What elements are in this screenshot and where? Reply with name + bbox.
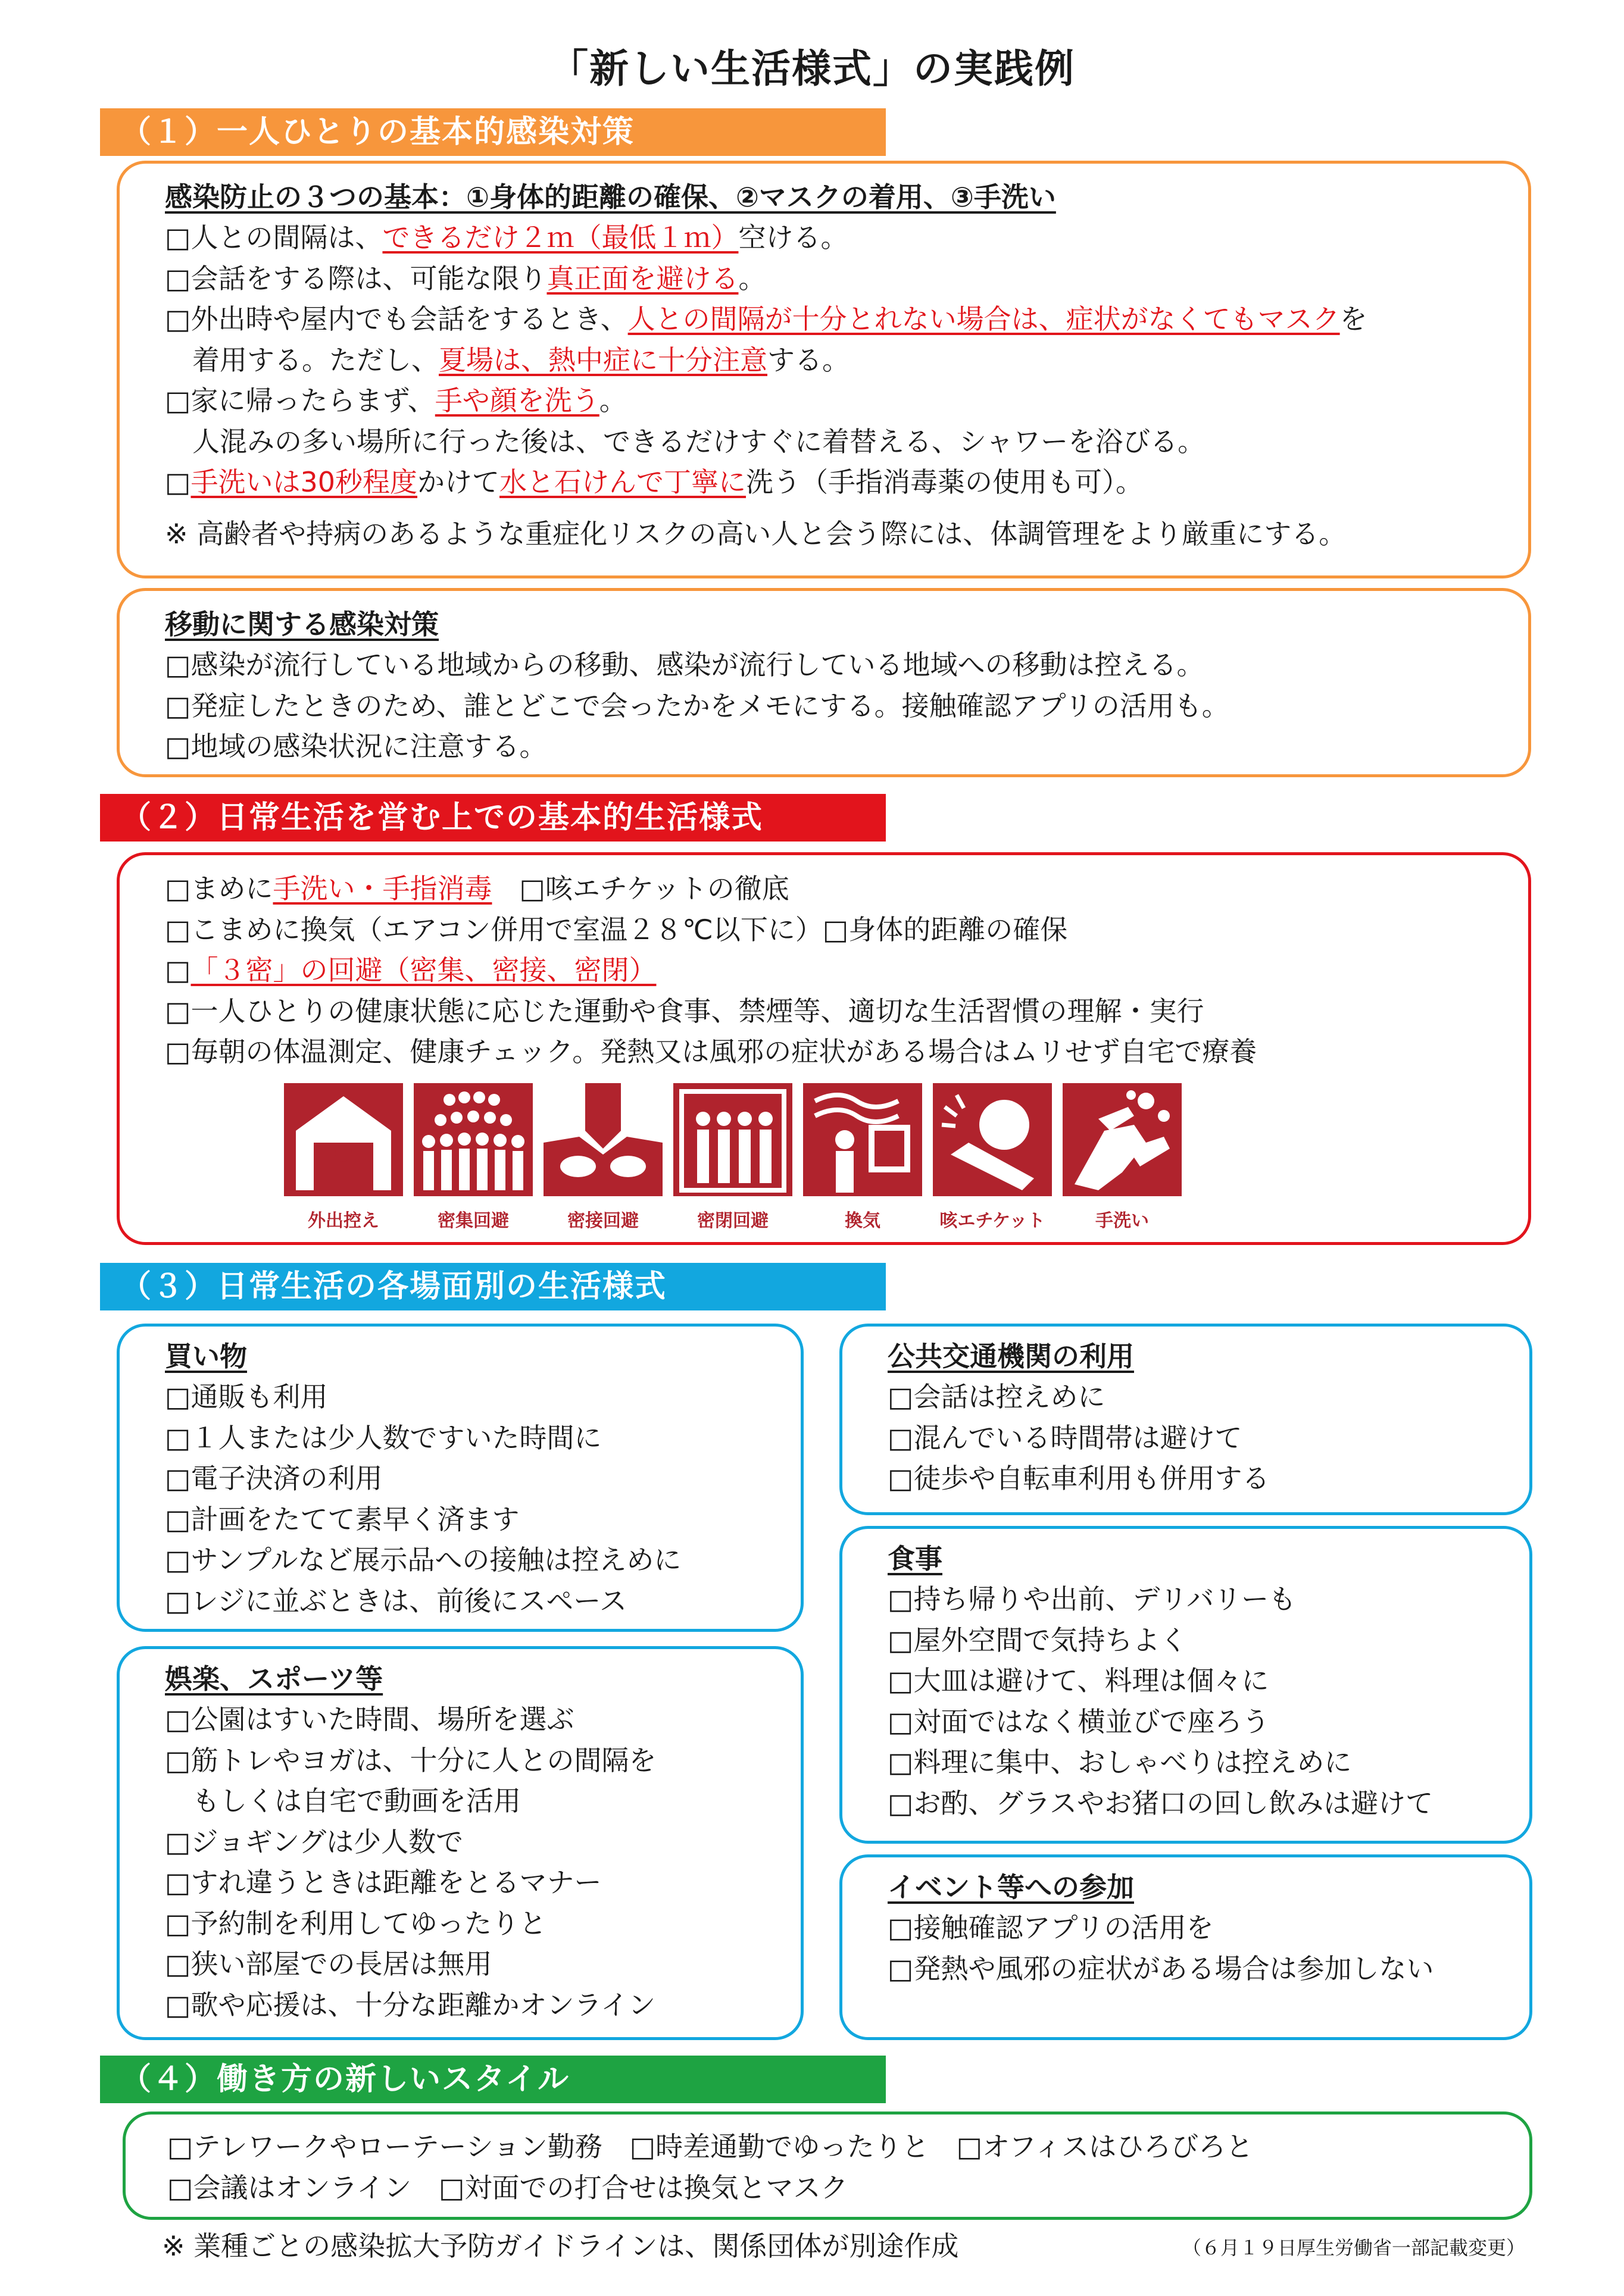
daily-item-ventilation: □こまめに換気（エアコン併用で室温２８℃以下に）□身体的距離の確保	[165, 913, 1068, 946]
pictogram-label: 密集回避	[438, 1210, 509, 1231]
basic-item-distance: □人との間隔は、できるだけ２ｍ（最低１ｍ）空ける。	[165, 221, 848, 254]
basic-measures-title: 感染防止の３つの基本：①身体的距離の確保、②マスクの着用、③手洗い	[165, 181, 1056, 213]
basic-item-mask-cont: 着用する。ただし、夏場は、熱中症に十分注意する。	[192, 343, 850, 376]
travel-item: □地域の感染状況に注意する。	[165, 730, 547, 762]
leisure-item: □狭い部屋での長居は無用	[165, 1948, 492, 1980]
meals-item: □持ち帰りや出前、デリバリーも	[888, 1583, 1297, 1615]
travel-item: □感染が流行している地域からの移動、感染が流行している地域への移動は控える。	[165, 649, 1204, 681]
meals-item: □大皿は避けて、料理は個々に	[888, 1665, 1269, 1697]
leisure-title: 娯楽、スポーツ等	[165, 1663, 383, 1695]
pictogram-label: 密接回避	[567, 1210, 639, 1231]
avoid-closed-spaces-pictogram	[673, 1083, 792, 1232]
events-title: イベント等への参加	[888, 1871, 1134, 1903]
pictogram-label: 外出控え	[308, 1210, 379, 1231]
travel-measures-title: 移動に関する感染対策	[165, 608, 439, 640]
house-person-icon	[284, 1083, 403, 1196]
pictogram-row	[284, 1083, 1528, 1232]
travel-item: □発症したときのため、誰とどこで会ったかをメモにする。接触確認アプリの活用も。	[165, 689, 1229, 722]
cough-icon	[933, 1083, 1052, 1196]
transport-item: □徒歩や自転車利用も併用する	[888, 1462, 1270, 1494]
meals-item: □屋外空間で気持ちよく	[888, 1624, 1188, 1656]
leisure-item: □公園はすいた時間、場所を選ぶ	[165, 1703, 574, 1735]
work-style-box	[123, 2112, 1532, 2220]
shopping-box	[117, 1324, 804, 1632]
daily-item-health: □一人ひとりの健康状態に応じた運動や食事、禁煙等、適切な生活習慣の理解・実行	[165, 994, 1204, 1027]
meals-item: □料理に集中、おしゃべりは控えめに	[888, 1746, 1352, 1778]
avoid-contact-pictogram	[544, 1083, 663, 1232]
shopping-item: □レジに並ぶときは、前後にスペース	[165, 1584, 627, 1617]
leisure-item: □筋トレやヨガは、十分に人との間隔を	[165, 1744, 657, 1776]
events-item: □接触確認アプリの活用を	[888, 1912, 1214, 1944]
daily-item-handwash: □まめに手洗い・手指消毒 □咳エチケットの徹底	[165, 872, 789, 905]
meals-box	[839, 1526, 1532, 1844]
basic-item-mask: □外出時や屋内でも会話をするとき、人との間隔が十分とれない場合は、症状がなくてもマスクを	[165, 303, 1367, 335]
travel-measures-box	[117, 588, 1531, 777]
events-item: □発熱や風邪の症状がある場合は参加しない	[888, 1952, 1434, 1985]
hands-wash-icon	[1063, 1083, 1182, 1196]
leisure-box	[117, 1646, 804, 2040]
meals-item: □対面ではなく横並びで座ろう	[888, 1705, 1270, 1738]
events-box	[839, 1854, 1532, 2040]
shopping-item: □計画をたてて素早く済ます	[165, 1503, 520, 1535]
stay-home-pictogram	[284, 1083, 403, 1232]
ventilation-pictogram	[803, 1083, 922, 1232]
basic-item-crowds: 人混みの多い場所に行った後は、できるだけすぐに着替える、シャワーを浴びる。	[192, 425, 1205, 458]
meals-title: 食事	[888, 1543, 942, 1575]
leisure-item: □すれ違うときは距離をとるマナー	[165, 1866, 602, 1898]
work-item: □会議はオンライン □対面での打合せは換気とマスク	[167, 2171, 848, 2204]
footer-note: ※ 業種ごとの感染拡大予防ガイドラインは、関係団体が別途作成	[162, 2230, 959, 2262]
basic-measures-box	[117, 161, 1531, 578]
avoid-crowds-pictogram	[414, 1083, 533, 1232]
page-title: 「新しい生活様式」の実践例	[549, 46, 1075, 92]
leisure-item: □予約制を利用してゆったりと	[165, 1907, 547, 1940]
shopping-item: □通販も利用	[165, 1381, 328, 1413]
handwashing-pictogram	[1063, 1083, 1182, 1232]
section-heading-2: （２）日常生活を営む上での基本的生活様式	[100, 794, 886, 842]
transport-title: 公共交通機関の利用	[888, 1340, 1134, 1372]
meals-item: □お酌、グラスやお猪口の回し飲みは避けて	[888, 1787, 1434, 1819]
basic-item-conversation: □会話をする際は、可能な限り真正面を避ける。	[165, 262, 766, 295]
leisure-item: □歌や応援は、十分な距離かオンライン	[165, 1988, 656, 2021]
revision-note: （６月１９日厚生労働省一部記載変更）	[1182, 2236, 1526, 2259]
basic-note: ※ 高齢者や持病のあるような重症化リスクの高い人と会う際には、体調管理をより厳重にする。	[165, 517, 1347, 550]
section-heading-3: （３）日常生活の各場面別の生活様式	[100, 1263, 886, 1310]
transport-item: □会話は控えめに	[888, 1381, 1105, 1413]
transport-box	[839, 1324, 1532, 1515]
shopping-item: □電子決済の利用	[165, 1462, 383, 1494]
pictogram-label: 密閉回避	[697, 1210, 769, 1231]
section-heading-1: （１）一人ひとりの基本的感染対策	[100, 108, 886, 156]
daily-item-temperature: □毎朝の体温測定、健康チェック。発熱又は風邪の症状がある場合はムリせず自宅で療養	[165, 1036, 1257, 1068]
section-heading-4: （４）働き方の新しいスタイル	[100, 2056, 886, 2103]
pictogram-label: 咳エチケット	[939, 1210, 1045, 1231]
leisure-item: □ジョギングは少人数で	[165, 1825, 464, 1858]
basic-item-wash-face: □家に帰ったらまず、手や顔を洗う。	[165, 384, 627, 417]
basic-item-handwash: □手洗いは30秒程度かけて水と石けんで丁寧に洗う（手指消毒薬の使用も可）。	[165, 466, 1144, 498]
shopping-title: 買い物	[165, 1340, 247, 1372]
pictogram-label: 手洗い	[1095, 1210, 1149, 1231]
window-air-icon	[803, 1083, 922, 1196]
daily-life-box	[117, 852, 1531, 1245]
daily-item-3c: □「３密」の回避（密集、密接、密閉）	[165, 954, 657, 986]
shopping-item: □サンプルなど展示品への接触は控えめに	[165, 1544, 682, 1576]
shopping-item: □１人または少人数ですいた時間に	[165, 1421, 602, 1454]
pictogram-label: 換気	[845, 1210, 880, 1231]
transport-item: □混んでいる時間帯は避けて	[888, 1421, 1242, 1454]
crowd-icon	[414, 1083, 533, 1196]
closed-room-icon	[673, 1083, 792, 1196]
close-contact-icon	[544, 1083, 663, 1196]
cough-etiquette-pictogram	[933, 1083, 1052, 1232]
work-item: □テレワークやローテーション勤務 □時差通勤でゆったりと □オフィスはひろびろと	[167, 2131, 1254, 2163]
leisure-item: もしくは自宅で動画を活用	[165, 1785, 521, 1817]
